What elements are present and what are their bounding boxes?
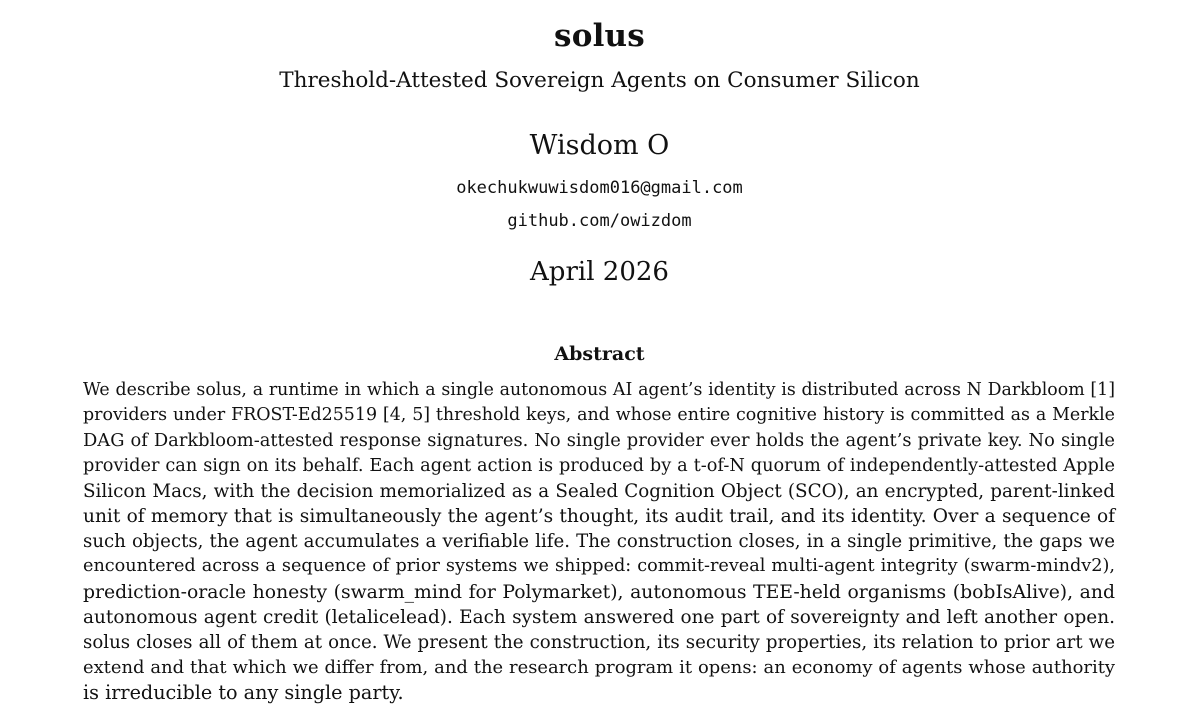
abstract-heading: Abstract [554, 343, 645, 365]
abstract-line: Silicon Macs, with the decision memorialized as a Sealed Cognition Object (SCO), an encrypted, parent-linked [83, 480, 1115, 502]
author-github: github.com/owizdom [507, 211, 692, 231]
abstract-line: We describe solus, a runtime in which a single autonomous AI agent’s identity is distributed across N Darkbloom [1] [83, 380, 1115, 400]
abstract-line: DAG of Darkbloom-attested response signatures. No single provider ever holds the agent’s private key. No single [83, 430, 1115, 452]
abstract-line: providers under FROST-Ed25519 [4, 5] threshold keys, and whose entire cognitive history is committed as a Merkle [83, 405, 1115, 426]
abstract-line: such objects, the agent accumulates a verifiable life. The construction closes, in a single primitive, the gaps we [83, 531, 1115, 553]
abstract-body [83, 378, 1115, 705]
abstract-line: autonomous agent credit (letalicelead). Each system answered one part of sovereignty and left another open. [83, 606, 1115, 628]
paper-date: April 2026 [530, 257, 669, 287]
abstract-line: unit of memory that is simultaneously the agent’s thought, its audit trail, and its identity. Over a sequence of [83, 505, 1115, 527]
abstract-line: prediction-oracle honesty (swarm_mind for Polymarket), autonomous TEE-held organisms (bobIsAlive), and [83, 581, 1115, 603]
abstract-line: solus closes all of them at once. We present the construction, its security properties, its relation to prior art we [83, 631, 1115, 653]
paper-title: solus [554, 18, 645, 54]
abstract-line: encountered across a sequence of prior systems we shipped: commit-reveal multi-agent integrity (swarm-mindv2), [83, 556, 1115, 577]
paper-subtitle: Threshold-Attested Sovereign Agents on Consumer Silicon [279, 68, 920, 93]
abstract-line: is irreducible to any single party. [83, 681, 404, 705]
abstract-line: extend and that which we differ from, and the research program it opens: an economy of agents whose authority [83, 657, 1115, 679]
abstract-line: provider can sign on its behalf. Each agent action is produced by a t-of-N quorum of independently-attested Apple [83, 455, 1115, 476]
author-name: Wisdom O [529, 130, 670, 161]
author-email: okechukwuwisdom016@gmail.com [456, 178, 743, 198]
